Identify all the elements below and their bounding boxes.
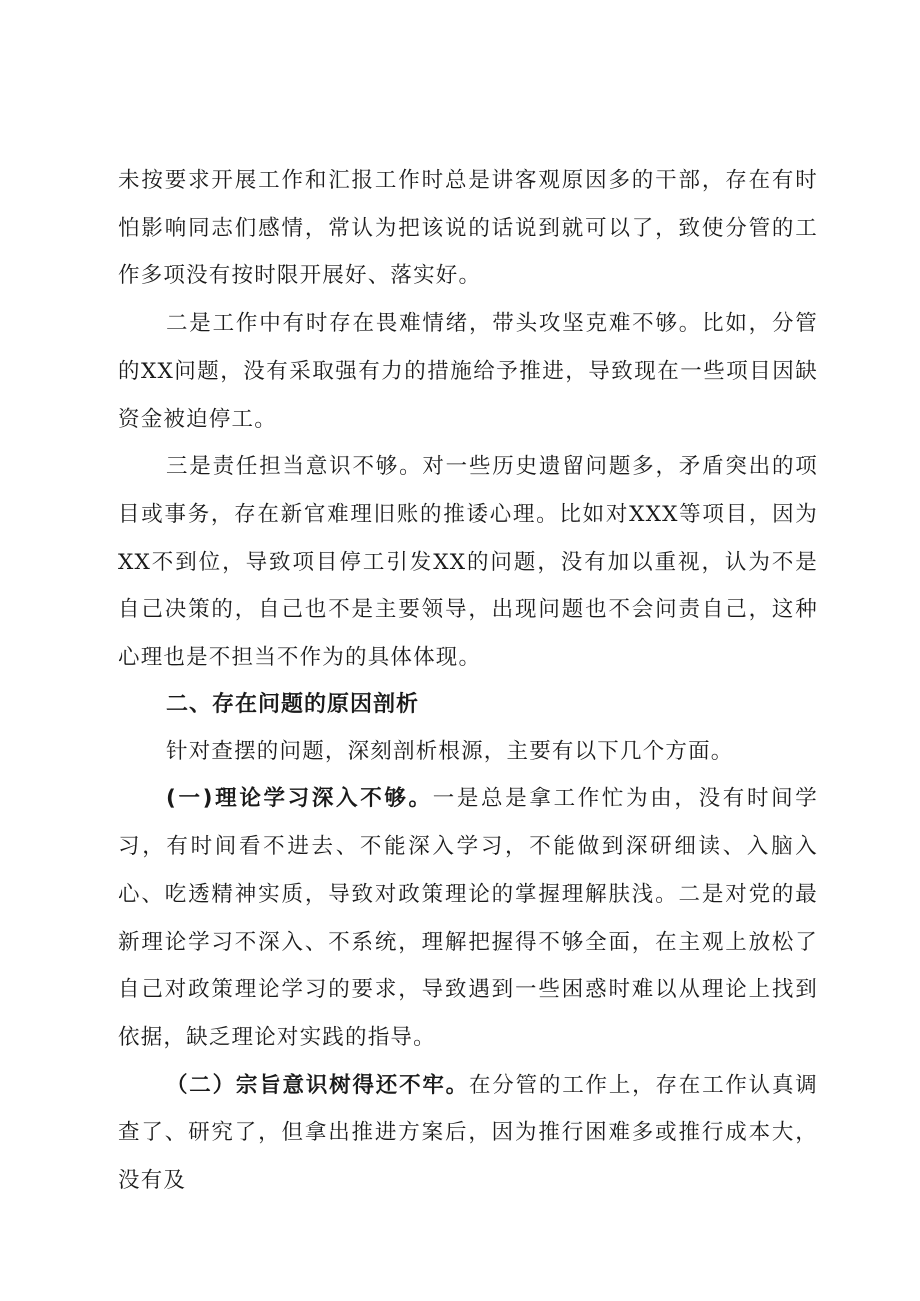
paragraph-subsection-one [118,775,818,1061]
subsection-one-body: 一是总是拿工作忙为由，没有时间学习，有时间看不进去、不能深入学习，不能做到深研细读、入脑入心、吃透精神实质，导致对政策理论的掌握理解肤浅。二是对党的最新理论学习不深入、不系统，理解把握得不够全面，在主观上放松了自己对政策理论学习的要求，导致遇到一些困惑时难以从理论上找到依据，缺乏理论对实践的指导。 [118,786,818,1050]
subsection-one-title: (一)理论学习深入不够。 [166,786,433,812]
subsection-two-body: 在分管的工作上，存在工作认真调查了、研究了，但拿出推进方案后，因为推行困难多或推行成本大，没有及 [118,1072,818,1194]
paragraph-point-two: 二是工作中有时存在畏难情绪，带头攻坚克难不够。比如，分管的XX问题，没有采取强有力的措施给予推进，导致现在一些项目因缺资金被迫停工。 [118,311,818,432]
paragraph-intro: 针对查摆的问题，深刻剖析根源，主要有以下几个方面。 [166,738,734,764]
section-heading-cause-analysis: 二、存在问题的原因剖析 [166,691,420,717]
subsection-two-title: （二）宗旨意识树得还不牢。 [166,1072,469,1098]
paragraph-point-three: 三是责任担当意识不够。对一些历史遗留问题多，矛盾突出的项目或事务，存在新官难理旧账的推诿心理。比如对XXX等项目，因为XX不到位，导致项目停工引发XX的问题，没有加以重视，认为不是自己决策的，自己也不是主要领导，出现问题也不会问责自己，这种心理也是不担当不作为的具体体现。 [118,454,818,671]
document-body [118,157,818,1205]
paragraph-continued: 未按要求开展工作和汇报工作时总是讲客观原因多的干部，存在有时怕影响同志们感情，常认为把该说的话说到就可以了，致使分管的工作多项没有按时限开展好、落实好。 [118,168,818,289]
paragraph-subsection-two [118,1062,818,1205]
